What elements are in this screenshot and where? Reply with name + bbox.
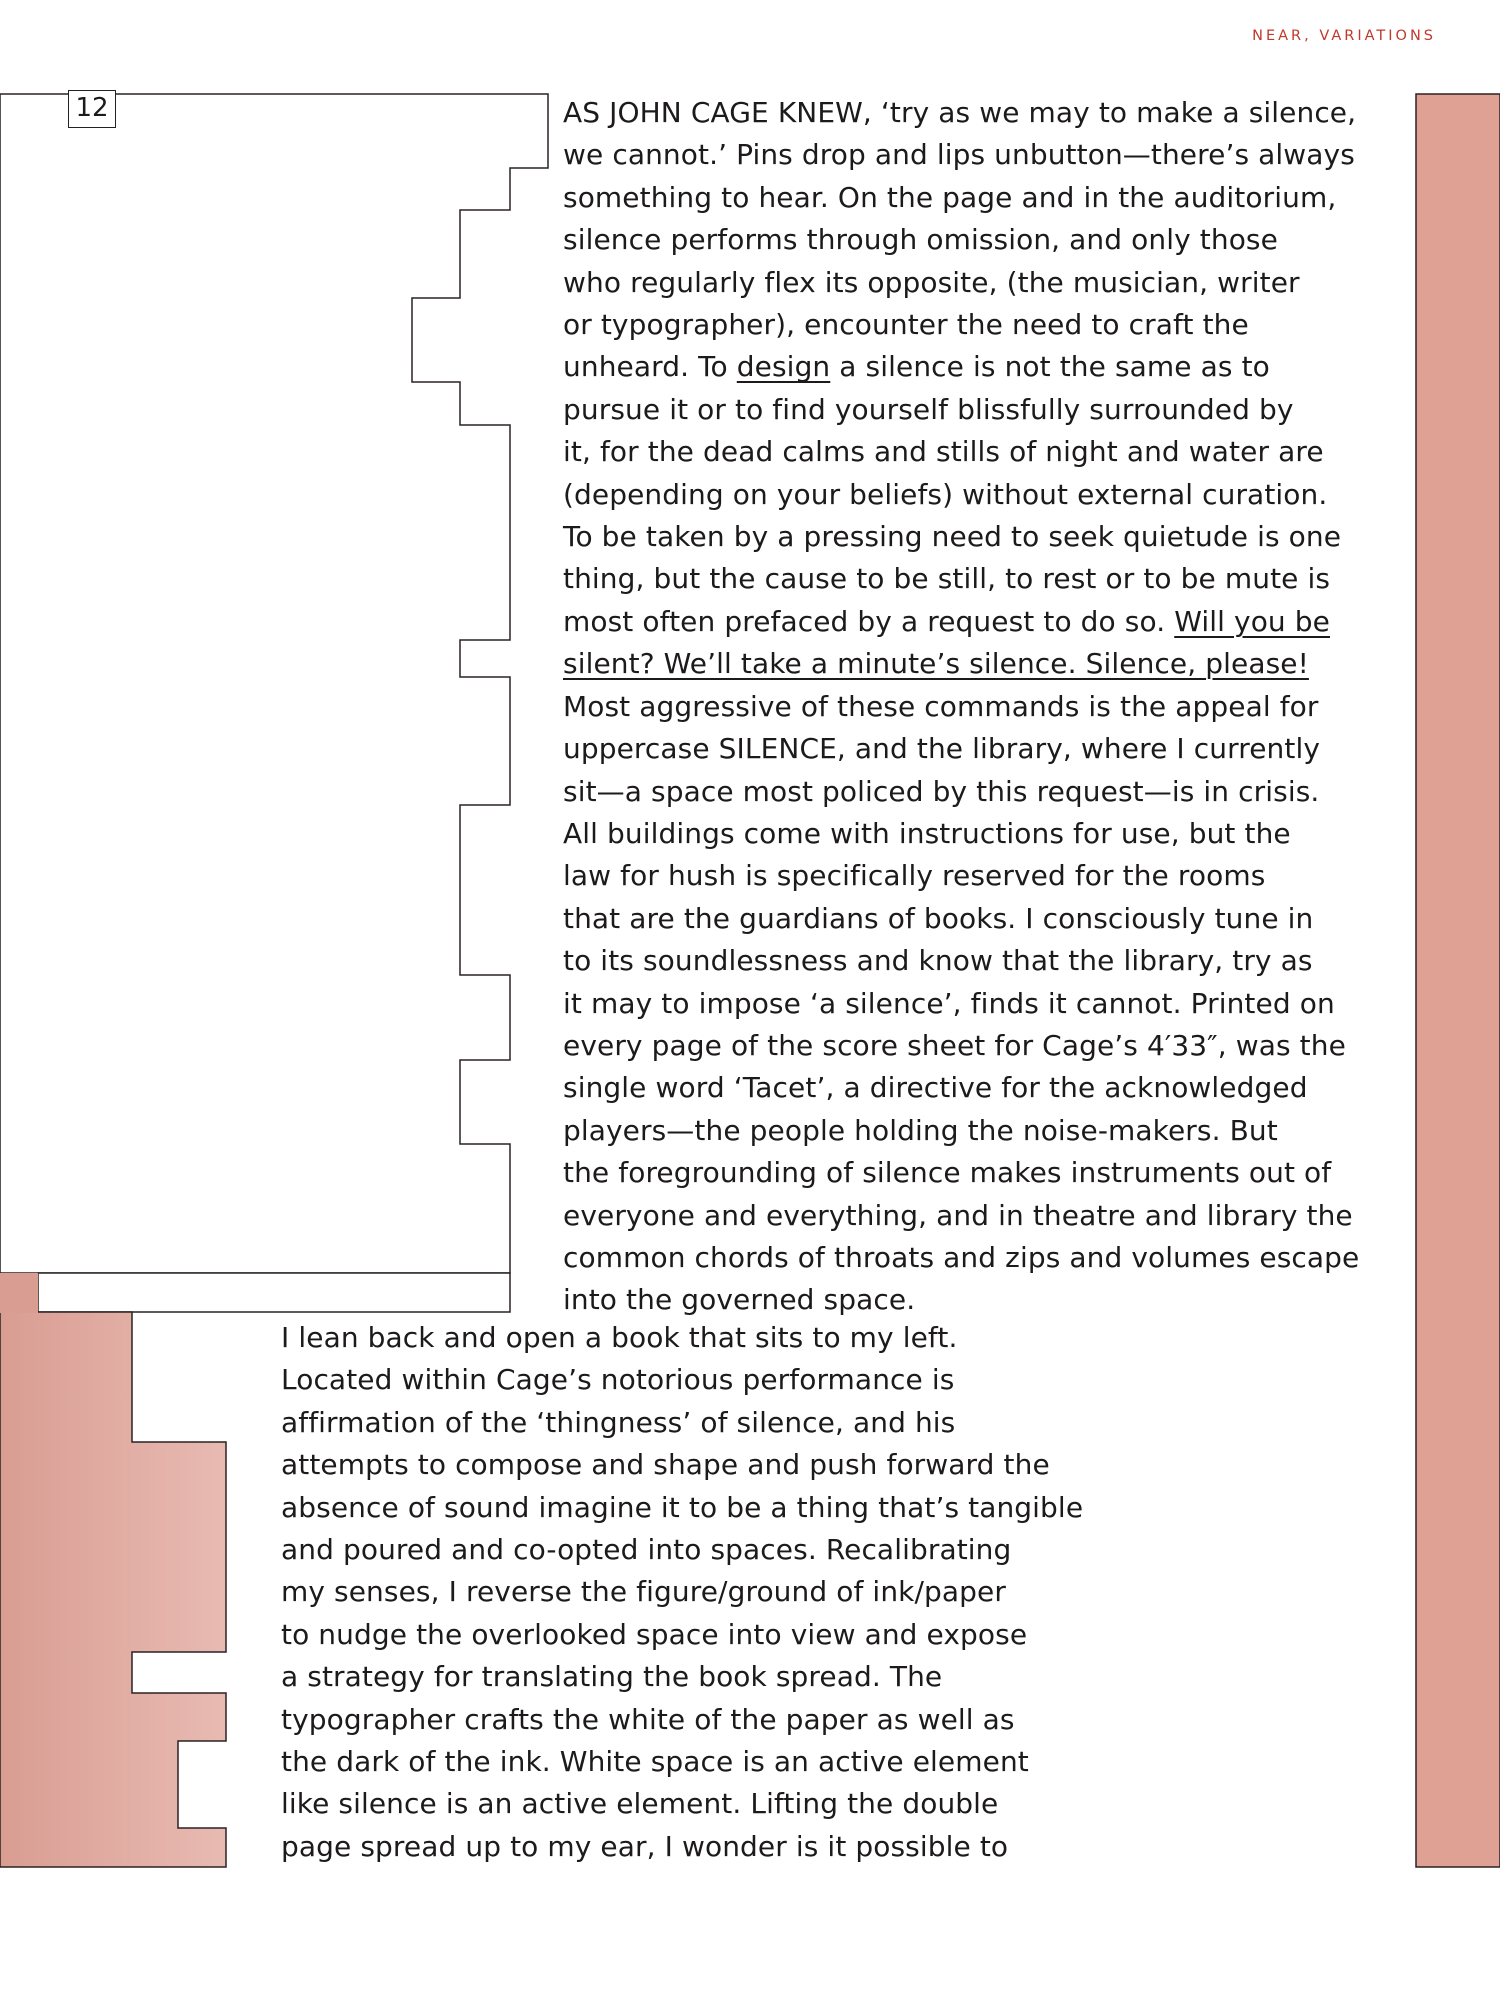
text-line: affirmation of the ‘thingness’ of silence, and his xyxy=(281,1405,956,1439)
text-line: silent? We’ll take a minute’s silence. Silence, please! xyxy=(563,647,1309,681)
text-line: and poured and co-opted into spaces. Recalibrating xyxy=(281,1533,1012,1567)
text-line: most often prefaced by a request to do so. Will you be xyxy=(563,604,1330,638)
text-line: like silence is an active element. Lifting the double xyxy=(281,1787,999,1821)
text-line: typographer crafts the white of the paper as well as xyxy=(281,1702,1015,1736)
text-line: it, for the dead calms and stills of night and water are xyxy=(563,435,1324,469)
text-line: page spread up to my ear, I wonder is it possible to xyxy=(281,1829,1009,1863)
text-line: Most aggressive of these commands is the appeal for xyxy=(563,689,1319,723)
text-line: into the governed space. xyxy=(563,1283,916,1317)
text-line: (depending on your beliefs) without external curation. xyxy=(563,477,1328,511)
gradient-block-bottom xyxy=(0,1312,226,1867)
right-color-band xyxy=(1416,94,1500,1867)
text-line: silence performs through omission, and only those xyxy=(563,223,1278,257)
text-line: pursue it or to find yourself blissfully surrounded by xyxy=(563,392,1294,426)
text-line: to its soundlessness and know that the library, try as xyxy=(563,944,1313,978)
text-line: a strategy for translating the book spread. The xyxy=(281,1660,943,1694)
text-line: single word ‘Tacet’, a directive for the acknowledged xyxy=(563,1071,1308,1105)
text-line: something to hear. On the page and in the auditorium, xyxy=(563,180,1337,214)
text-line: thing, but the cause to be still, to rest or to be mute is xyxy=(563,562,1331,596)
text-line: it may to impose ‘a silence’, finds it cannot. Printed on xyxy=(563,986,1335,1020)
text-line: To be taken by a pressing need to seek quietude is one xyxy=(563,520,1342,554)
text-line: the dark of the ink. White space is an active element xyxy=(281,1745,1029,1779)
text-line: common chords of throats and zips and volumes escape xyxy=(563,1240,1360,1274)
text-line: we cannot.’ Pins drop and lips unbutton—there’s always xyxy=(563,138,1355,172)
text-line: I lean back and open a book that sits to my left. xyxy=(281,1321,958,1354)
page-number: 12 xyxy=(68,90,116,128)
text-line: All buildings come with instructions for use, but the xyxy=(563,816,1291,850)
text-line: law for hush is specifically reserved for the rooms xyxy=(563,859,1266,893)
text-line: absence of sound imagine it to be a thing that’s tangible xyxy=(281,1490,1084,1524)
text-line: my senses, I reverse the figure/ground of ink/paper xyxy=(281,1575,1006,1609)
text-line: the foregrounding of silence makes instruments out of xyxy=(563,1156,1332,1190)
text-line: or typographer), encounter the need to craft the xyxy=(563,308,1249,342)
text-line: to nudge the overlooked space into view and expose xyxy=(281,1617,1028,1651)
text-line: Located within Cage’s notorious performance is xyxy=(281,1363,955,1397)
text-line: everyone and everything, and in theatre and library the xyxy=(563,1198,1353,1232)
running-header: NEAR, VARIATIONS xyxy=(1252,28,1436,44)
text-line: that are the guardians of books. I consciously tune in xyxy=(563,901,1314,935)
body-paragraph-2 xyxy=(281,1317,1083,1868)
text-line: attempts to compose and shape and push forward the xyxy=(281,1448,1050,1482)
text-line: uppercase SILENCE, and the library, where I currently xyxy=(563,732,1321,766)
underlined-phrase: Will you be xyxy=(1174,604,1330,638)
text-line: players—the people holding the noise-makers. But xyxy=(563,1113,1278,1147)
underlined-word-design: design xyxy=(736,350,831,384)
text-line: who regularly flex its opposite, (the musician, writer xyxy=(563,265,1300,299)
text-line: sit—a space most policed by this request—is in crisis. xyxy=(563,774,1320,808)
gradient-block-top xyxy=(0,94,548,1273)
text-line: AS JOHN CAGE KNEW, ‘try as we may to make a silence, xyxy=(563,96,1357,129)
text-line: unheard. To design a silence is not the same as to xyxy=(563,350,1270,384)
text-line: every page of the score sheet for Cage’s 4′33″, was the xyxy=(563,1028,1346,1062)
body-paragraph-1 xyxy=(563,92,1359,1322)
